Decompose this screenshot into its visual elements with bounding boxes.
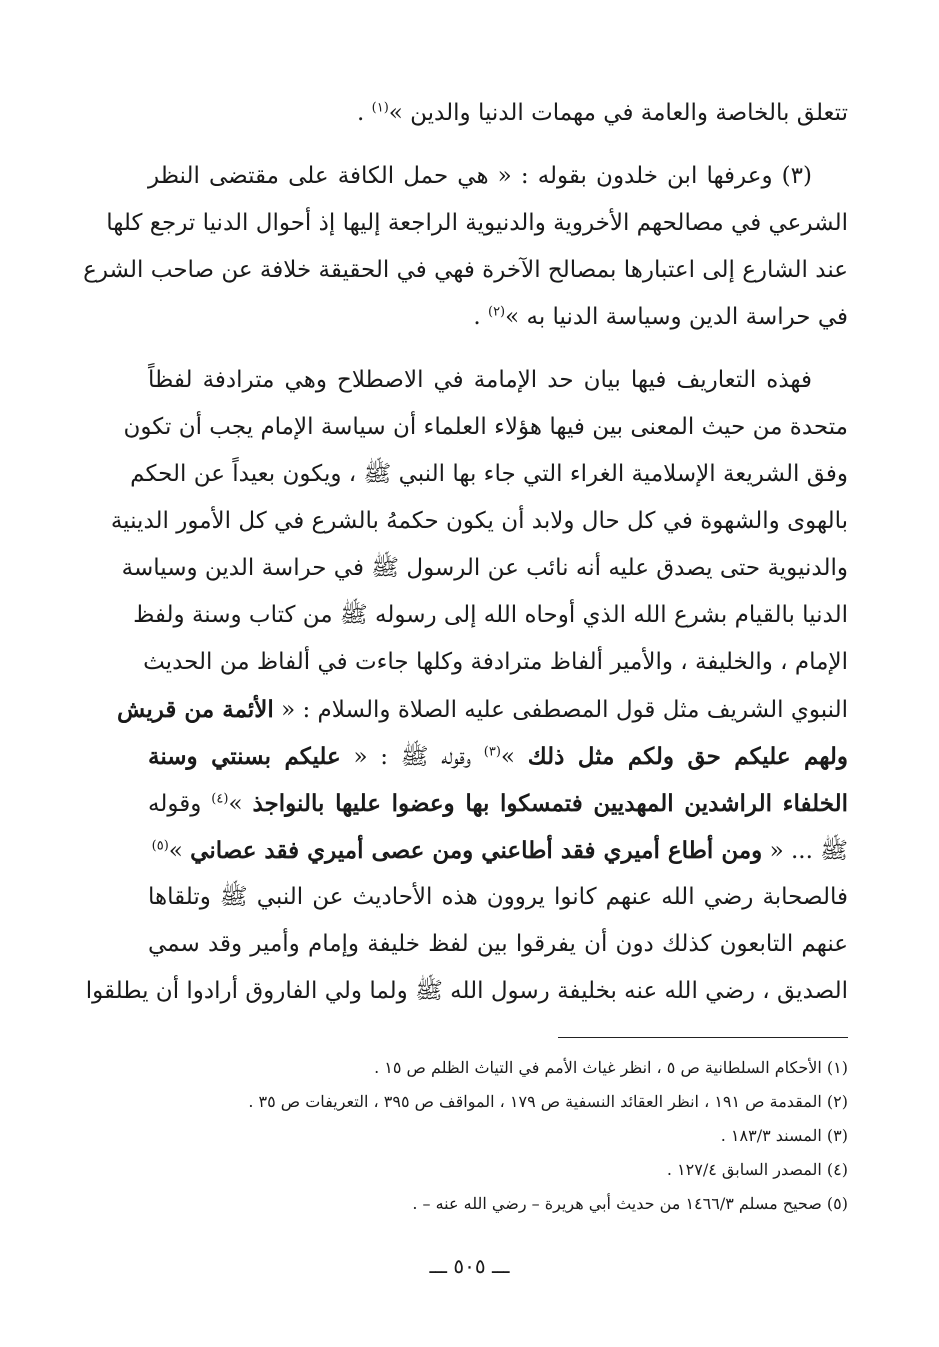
text-segment: والدنيوية حتى يصدق عليه أنه نائب عن الرسول ﷺ في حراسة الدين وسياسة <box>121 555 848 581</box>
text-line <box>133 592 848 639</box>
text-segment: النبوي الشريف مثل قول المصطفى عليه الصلاة والسلام : « <box>273 697 848 723</box>
text-segment: في حراسة الدين وسياسة الدنيا به » <box>505 304 848 330</box>
text-line <box>148 90 848 137</box>
text-segment: ﷺ ... « <box>762 838 848 864</box>
text-segment: الإمام ، والخليفة ، والأمير ألفاظ مترادفة وكلها جاءت في ألفاظ من الحديث <box>143 649 848 675</box>
text-line <box>148 780 848 827</box>
text-segment: تتعلق بالخاصة والعامة في مهمات الدنيا والدين » <box>388 100 848 126</box>
text-segment: فالصحابة رضي الله عنهم كانوا يروون هذه الأحاديث عن النبي ﷺ وتلقاها <box>148 884 848 910</box>
page-number: ـــ ٥٠٥ ـــ <box>429 1254 510 1278</box>
text-line <box>110 498 848 545</box>
hadith-text: ومن أطاع أميري فقد أطاعني ومن عصى أميري فقد عصاني <box>190 837 763 864</box>
text-line <box>148 153 848 200</box>
text-line <box>148 921 848 968</box>
text-segment: بالهوى والشهوة في كل حال ولابد أن يكون حكمهُ بالشرع في كل الأمور الدينية <box>110 508 848 534</box>
footnote-list <box>148 1051 848 1221</box>
paragraph-gap <box>148 341 848 357</box>
footnote-ref: (٢) <box>487 304 506 320</box>
hadith-text: ولهم عليكم حق ولكم مثل ذلك <box>527 743 848 770</box>
text-segment: فهذه التعاريف فيها بيان حد الإمامة في الاصطلاح وهي مترادفة لفظاً <box>148 367 812 393</box>
footnote-ref: (٣) <box>483 744 501 760</box>
text-line <box>83 247 848 294</box>
text-segment: الشرعي في مصالحهم الأخروية والدنيوية الراجعة إليها إذ أحوال الدنيا ترجع كلها <box>106 210 848 236</box>
footnote-1: (١) الأحكام السلطانية ص ٥ ، انظر غياث الأمم في التياث الظلم ص ١٥ . <box>374 1058 848 1077</box>
text-segment: » <box>500 744 528 770</box>
text-segment: عند الشارع إلى اعتبارها بمصالح الآخرة فهي في الحقيقة خلافة عن صاحب الشرع <box>83 257 848 283</box>
text-segment: الصديق ، رضي الله عنه بخليفة رسول الله ﷺ ولما ولي الفاروق أرادوا أن يطلقوا <box>85 978 848 1004</box>
text-segment: متحدة من حيث المعنى بين فيها هؤلاء العلماء أن سياسة الإمام يجب أن تكون <box>123 414 848 440</box>
hadith-text: عليكم بسنتي وسنة <box>148 743 341 770</box>
text-line <box>143 639 848 686</box>
text-line <box>123 404 848 451</box>
footnote-3: (٣) المسند ١٨٣/٣ . <box>720 1126 848 1145</box>
text-segment: » <box>228 791 253 817</box>
footnote-ref: (٥) <box>151 838 169 854</box>
text-segment: وقوله ﷺ : « <box>340 744 484 770</box>
text-line <box>148 733 848 780</box>
text-segment: . <box>473 304 488 330</box>
text-segment: عنهم التابعون كذلك دون أن يفرقوا بين لفظ خليفة وإمام وأمير وقد سمي <box>148 931 848 957</box>
hadith-text: الخلفاء الراشدين المهديين فتمسكوا بها وعضوا عليها بالنواجذ <box>252 790 848 817</box>
text-line <box>106 200 848 247</box>
footnote-ref: (١) <box>371 100 389 116</box>
text-line <box>148 294 848 341</box>
text-segment: الدنيا بالقيام بشرع الله الذي أوحاه الله إلى رسوله ﷺ من كتاب وسنة ولفظ <box>133 602 848 628</box>
text-line <box>148 357 848 404</box>
text-segment: وفق الشريعة الإسلامية الغراء التي جاء بها النبي ﷺ ، ويكون بعيداً عن الحكم <box>130 461 848 487</box>
text-line <box>148 874 848 921</box>
text-line <box>130 451 848 498</box>
text-segment: . <box>357 100 372 126</box>
footnote-ref: (٤) <box>211 791 229 807</box>
main-text <box>83 90 848 1015</box>
text-line <box>85 968 848 1015</box>
footnote-4: (٤) المصدر السابق ١٢٧/٤ . <box>666 1160 848 1179</box>
text-segment: » <box>168 838 191 864</box>
text-line <box>121 545 848 592</box>
text-line <box>148 827 848 874</box>
footnote-2: (٢) المقدمة ص ١٩١ ، انظر العقائد النسفية ص ١٧٩ ، المواقف ص ٣٩٥ ، التعريفات ص ٣٥ . <box>248 1092 848 1111</box>
footnote-separator <box>558 1037 848 1038</box>
paragraph-gap <box>148 137 848 153</box>
footnote-5: (٥) صحيح مسلم ١٤٦٦/٣ من حديث أبي هريرة – رضي الله عنه – . <box>412 1194 848 1213</box>
text-line <box>117 686 848 733</box>
text-segment: (٣) وعرفها ابن خلدون بقوله : « هي حمل الكافة على مقتضى النظر <box>148 163 812 189</box>
text-segment: وقوله <box>148 791 212 817</box>
hadith-text: الأئمة من قريش <box>117 696 274 723</box>
